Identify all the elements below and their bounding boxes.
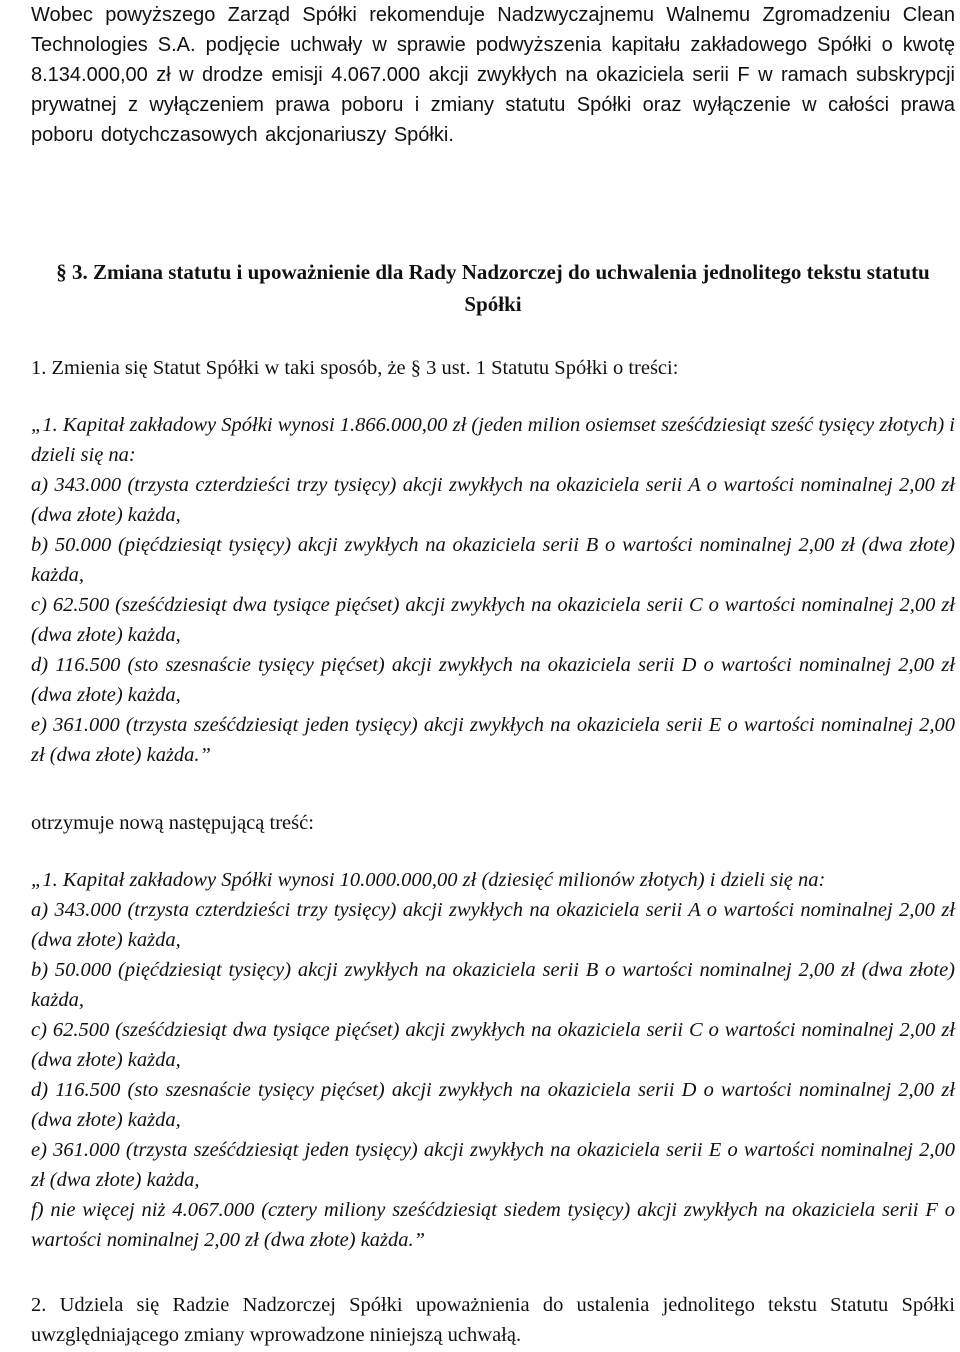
old-share-series-d: d) 116.500 (sto szesnaście tysięcy pięćset) akcji zwykłych na okaziciela serii D o wartości nominalnej 2,00 zł (dwa złote) każda, <box>31 654 955 706</box>
point-1-paragraph: 1. Zmienia się Statut Spółki w taki sposób, że § 3 ust. 1 Statutu Spółki o treści: <box>31 357 679 379</box>
point-2-paragraph: 2. Udziela się Radzie Nadzorczej Spółki upoważnienia do ustalenia jednolitego tekstu Statutu Spółki uwzględniającego zmiany wprowadzone niniejszą uchwałą. <box>31 1294 955 1346</box>
old-share-series-a: a) 343.000 (trzysta czterdzieści trzy tysięcy) akcji zwykłych na okaziciela serii A o wartości nominalnej 2,00 zł (dwa złote) każda, <box>31 474 955 526</box>
new-capital-lead: „1. Kapitał zakładowy Spółki wynosi 10.000.000,00 zł (dziesięć milionów złotych) i dzieli się na: <box>31 869 826 891</box>
new-share-series-b: b) 50.000 (pięćdziesiąt tysięcy) akcji zwykłych na okaziciela serii B o wartości nominalnej 2,00 zł (dwa złote) każda, <box>31 959 955 1011</box>
new-share-series-a: a) 343.000 (trzysta czterdzieści trzy tysięcy) akcji zwykłych na okaziciela serii A o wartości nominalnej 2,00 zł (dwa złote) każda, <box>31 899 955 951</box>
intro-paragraph: Wobec powyższego Zarząd Spółki rekomenduje Nadzwyczajnemu Walnemu Zgromadzeniu Clean Technologies S.A. podjęcie uchwały w sprawie podwyższenia kapitału zakładowego Spółki o kwotę 8.134.000,00 zł w drodze emisji 4.067.000 akcji zwykłych na okaziciela serii F w ramach subskrypcji prywatnej z wyłączeniem prawa poboru i zmiany statutu Spółki oraz wyłączenie w całości prawa poboru dotychczasowych akcjonariuszy Spółki. <box>31 4 955 146</box>
old-statute-text <box>31 410 955 770</box>
old-share-series-e: e) 361.000 (trzysta sześćdziesiąt jeden tysięcy) akcji zwykłych na okaziciela serii E o wartości nominalnej 2,00 zł (dwa złote) każda.” <box>31 714 955 766</box>
receives-new-text-label: otrzymuje nową następującą treść: <box>31 812 314 834</box>
new-share-series-c: c) 62.500 (sześćdziesiąt dwa tysiące pięćset) akcji zwykłych na okaziciela serii C o wartości nominalnej 2,00 zł (dwa złote) każda, <box>31 1019 955 1071</box>
old-share-series-b: b) 50.000 (pięćdziesiąt tysięcy) akcji zwykłych na okaziciela serii B o wartości nominalnej 2,00 zł (dwa złote) każda, <box>31 534 955 586</box>
new-share-series-e: e) 361.000 (trzysta sześćdziesiąt jeden tysięcy) akcji zwykłych na okaziciela serii E o wartości nominalnej 2,00 zł (dwa złote) każda, <box>31 1139 955 1191</box>
section-heading: § 3. Zmiana statutu i upoważnienie dla Rady Nadzorczej do uchwalenia jednolitego tekstu statutu Spółki <box>56 260 930 316</box>
new-share-series-d: d) 116.500 (sto szesnaście tysięcy pięćset) akcji zwykłych na okaziciela serii D o wartości nominalnej 2,00 zł (dwa złote) każda, <box>31 1079 955 1131</box>
old-capital-lead: „1. Kapitał zakładowy Spółki wynosi 1.866.000,00 zł (jeden milion osiemset sześćdziesiąt sześć tysięcy złotych) i dzieli się na: <box>31 414 955 466</box>
old-share-series-c: c) 62.500 (sześćdziesiąt dwa tysiące pięćset) akcji zwykłych na okaziciela serii C o wartości nominalnej 2,00 zł (dwa złote) każda, <box>31 594 955 646</box>
new-statute-text <box>31 865 955 1255</box>
new-share-series-f: f) nie więcej niż 4.067.000 (cztery miliony sześćdziesiąt siedem tysięcy) akcji zwykłych na okaziciela serii F o wartości nominalnej 2,00 zł (dwa złote) każda.” <box>31 1199 955 1251</box>
